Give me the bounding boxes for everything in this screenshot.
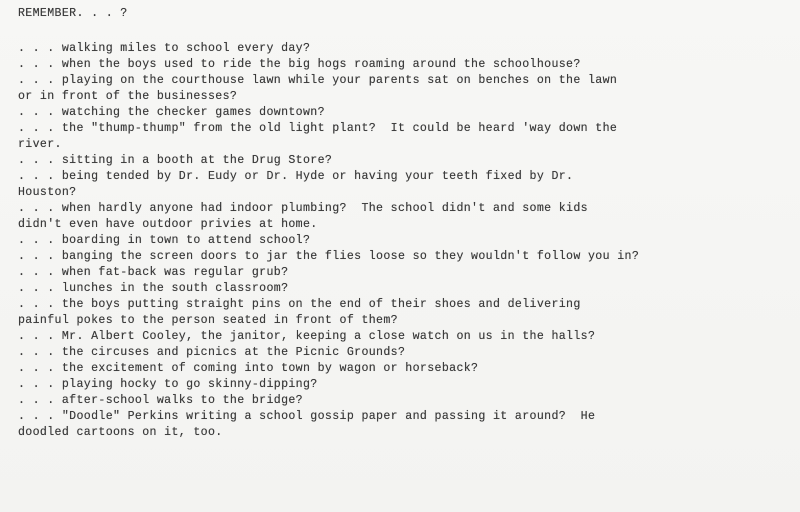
text-line: . . . lunches in the south classroom? <box>18 282 289 295</box>
text-line: . . . watching the checker games downtown? <box>18 106 325 119</box>
text-line: . . . Mr. Albert Cooley, the janitor, keeping a close watch on us in the halls? <box>18 330 596 343</box>
text-line: . . . boarding in town to attend school? <box>18 234 311 247</box>
text-line: . . . sitting in a booth at the Drug Store? <box>18 154 333 167</box>
text-line: doodled cartoons on it, too. <box>18 426 223 439</box>
text-line: . . . playing hocky to go skinny-dipping? <box>18 378 318 391</box>
typed-text-block <box>18 0 800 512</box>
text-line: . . . the excitement of coming into town by wagon or horseback? <box>18 362 479 375</box>
text-line: Houston? <box>18 186 77 199</box>
text-line: . . . the circuses and picnics at the Picnic Grounds? <box>18 346 406 359</box>
text-line: . . . banging the screen doors to jar the flies loose so they wouldn't follow you in? <box>18 250 640 263</box>
text-line: . . . playing on the courthouse lawn while your parents sat on benches on the lawn <box>18 74 618 87</box>
text-line: . . . when hardly anyone had indoor plumbing? The school didn't and some kids <box>18 202 588 215</box>
text-line: . . . the "thump-thump" from the old light plant? It could be heard 'way down the <box>18 122 618 135</box>
page-title: REMEMBER. . . ? <box>18 7 128 20</box>
text-line: . . . walking miles to school every day? <box>18 42 311 55</box>
text-line: . . . when the boys used to ride the big hogs roaming around the schoolhouse? <box>18 58 581 71</box>
text-line: painful pokes to the person seated in front of them? <box>18 314 398 327</box>
text-line: . . . when fat-back was regular grub? <box>18 266 289 279</box>
text-line: river. <box>18 138 62 151</box>
text-line: . . . the boys putting straight pins on the end of their shoes and delivering <box>18 298 581 311</box>
text-line: . . . "Doodle" Perkins writing a school gossip paper and passing it around? He <box>18 410 596 423</box>
text-line: . . . being tended by Dr. Eudy or Dr. Hyde or having your teeth fixed by Dr. <box>18 170 574 183</box>
text-line: didn't even have outdoor privies at home. <box>18 218 318 231</box>
text-line: . . . after-school walks to the bridge? <box>18 394 303 407</box>
text-line: or in front of the businesses? <box>18 90 238 103</box>
